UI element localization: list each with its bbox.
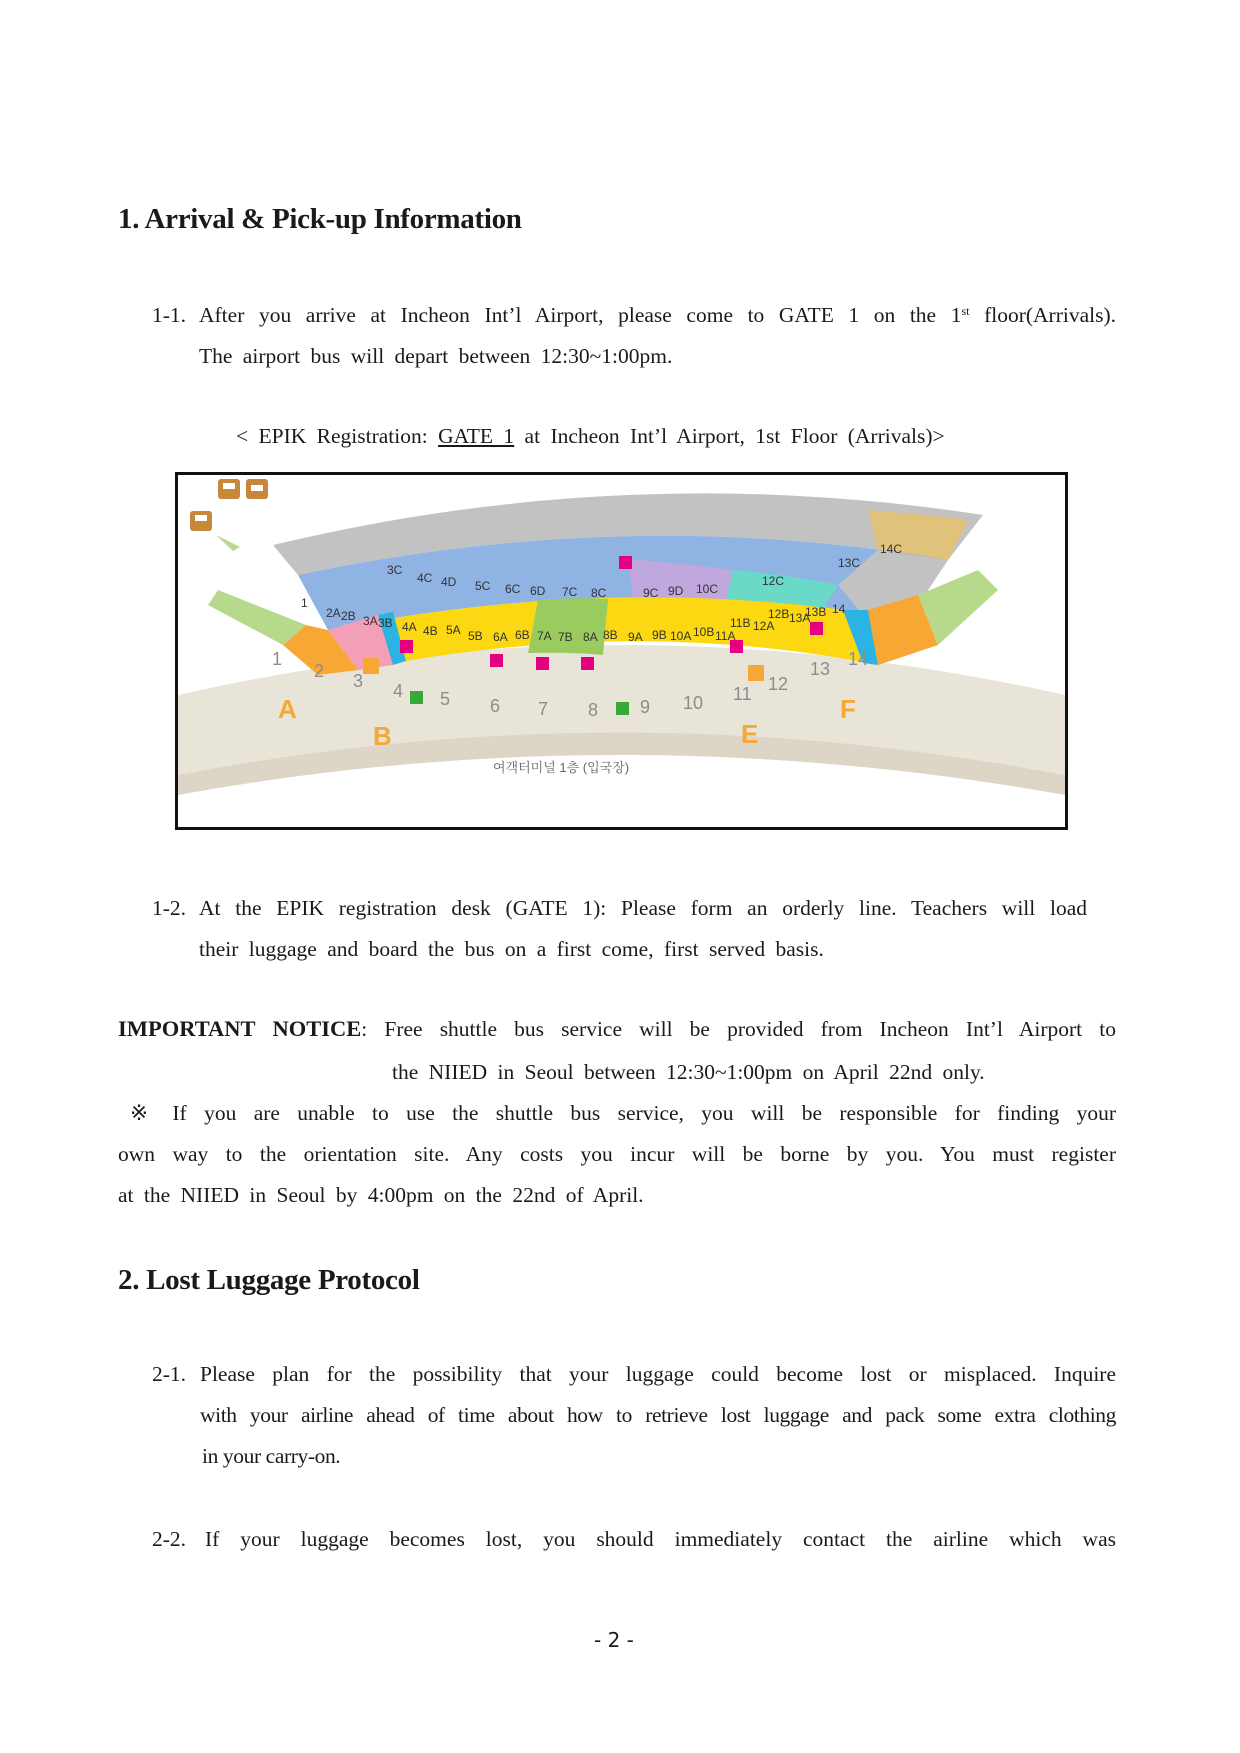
svg-text:F: F — [840, 694, 856, 724]
section-2-heading: 2. Lost Luggage Protocol — [118, 1264, 420, 1296]
svg-text:2B: 2B — [341, 609, 356, 623]
para-1-1-line-1: After you arrive at Incheon Int’l Airport, please come to GATE 1 on the 1st floor(Arrivals). — [199, 303, 1117, 327]
para-1-2-number: 1-2. — [152, 896, 187, 920]
svg-text:7C: 7C — [562, 585, 578, 599]
svg-text:6: 6 — [490, 696, 501, 716]
svg-text:9A: 9A — [628, 630, 643, 644]
svg-text:14C: 14C — [880, 542, 903, 556]
car-icon — [246, 479, 268, 499]
svg-text:1: 1 — [272, 649, 283, 669]
svg-text:6A: 6A — [493, 630, 508, 644]
svg-text:11B: 11B — [730, 616, 751, 630]
svg-text:8A: 8A — [583, 630, 598, 644]
floor-label: 여객터미널 1층 (입국장) — [493, 760, 630, 775]
para-2-1-line-3: in your carry-on. — [202, 1444, 341, 1468]
svg-text:3A: 3A — [363, 614, 378, 628]
superscript-st: st — [961, 304, 970, 318]
para-2-1-line-2: with your airline ahead of time about how to retrieve lost luggage and pack some extra clothing — [200, 1403, 1116, 1427]
para-1-1-line-2: The airport bus will depart between 12:30~1:00pm. — [199, 344, 673, 368]
svg-text:4D: 4D — [441, 575, 457, 589]
notice-label: IMPORTANT NOTICE — [118, 1016, 362, 1041]
info-marker-3 — [363, 658, 379, 674]
svg-text:4B: 4B — [423, 624, 438, 638]
svg-text:3C: 3C — [387, 563, 403, 577]
para-2-2-number: 2-2. — [152, 1527, 187, 1551]
svg-text:4C: 4C — [417, 571, 433, 585]
svg-text:6D: 6D — [530, 584, 546, 598]
para-1-2-line-2: their luggage and board the bus on a first come, first served basis. — [199, 937, 824, 961]
bus-icon — [218, 479, 240, 499]
caption-gate-underlined: GATE 1 — [438, 424, 515, 448]
terminal-floor-plan — [178, 475, 1065, 827]
svg-text:10B: 10B — [693, 625, 715, 639]
svg-text:10C: 10C — [696, 582, 719, 596]
para-2-2-line-1: If your luggage becomes lost, you should immediately contact the airline which was — [205, 1527, 1116, 1551]
svg-text:13: 13 — [810, 659, 831, 679]
svg-text:14: 14 — [832, 602, 846, 616]
svg-text:7: 7 — [538, 699, 549, 719]
para-2-1-line-1: Please plan for the possibility that your luggage could become lost or misplaced. Inquire — [200, 1362, 1116, 1386]
svg-text:14: 14 — [848, 649, 869, 669]
arrow-icon — [216, 535, 240, 551]
svg-text:7A: 7A — [537, 629, 552, 643]
reference-mark: ※ — [130, 1101, 156, 1125]
svg-text:4A: 4A — [402, 620, 417, 634]
svg-text:6C: 6C — [505, 582, 521, 596]
svg-text:2: 2 — [314, 661, 325, 681]
svg-text:8B: 8B — [603, 628, 618, 642]
map-caption: < EPIK Registration: GATE 1 at Incheon Int’l Airport, 1st Floor (Arrivals)> — [236, 424, 945, 448]
svg-text:2A: 2A — [326, 606, 341, 620]
para-2-1-number: 2-1. — [152, 1362, 187, 1386]
svg-text:8C: 8C — [591, 586, 607, 600]
svg-text:5A: 5A — [446, 623, 461, 637]
svg-text:6B: 6B — [515, 628, 530, 642]
svg-text:13A: 13A — [789, 611, 811, 625]
svg-text:8: 8 — [588, 700, 599, 720]
info-marker-11 — [748, 665, 764, 681]
svg-text:5C: 5C — [475, 579, 491, 593]
svg-text:9D: 9D — [668, 584, 684, 598]
notice-line-2: the NIIED in Seoul between 12:30~1:00pm on April 22nd only. — [392, 1060, 985, 1084]
svg-text:12C: 12C — [762, 574, 785, 588]
svg-text:B: B — [373, 721, 392, 751]
counter-block-7a-8b — [528, 598, 608, 655]
svg-text:7B: 7B — [558, 630, 573, 644]
svg-text:11A: 11A — [715, 629, 736, 643]
notice-line-1: IMPORTANT NOTICE: Free shuttle bus service will be provided from Incheon Int’l Airport to — [118, 1016, 1116, 1041]
airport-arrivals-map — [175, 472, 1068, 830]
svg-text:A: A — [278, 694, 297, 724]
section-1-heading: 1. Arrival & Pick-up Information — [118, 203, 522, 235]
svg-text:12: 12 — [768, 674, 789, 694]
svg-text:10A: 10A — [670, 629, 692, 643]
svg-text:9B: 9B — [652, 628, 667, 642]
svg-text:5B: 5B — [468, 629, 483, 643]
para-1-2-line-1: At the EPIK registration desk (GATE 1): Please form an orderly line. Teachers will load — [199, 896, 1087, 920]
notice-line-4: own way to the orientation site. Any costs you incur will be borne by you. You must register — [118, 1142, 1116, 1166]
svg-text:1: 1 — [301, 596, 308, 610]
green-wing-left — [208, 590, 306, 645]
svg-text:12B: 12B — [768, 607, 790, 621]
svg-text:3B: 3B — [378, 616, 393, 630]
svg-text:5: 5 — [440, 689, 451, 709]
svg-text:13C: 13C — [838, 556, 861, 570]
svg-text:11: 11 — [733, 684, 752, 704]
notice-line-3: ※ If you are unable to use the shuttle bus service, you will be responsible for finding your — [130, 1101, 1117, 1125]
svg-text:13B: 13B — [805, 605, 827, 619]
svg-text:3: 3 — [353, 671, 364, 691]
para-1-1-number: 1-1. — [152, 303, 187, 327]
svg-text:10: 10 — [683, 693, 704, 713]
bus-icon-2 — [190, 511, 212, 531]
page-number: - 2 - — [594, 1628, 634, 1652]
svg-text:9: 9 — [640, 697, 651, 717]
svg-text:12A: 12A — [753, 619, 775, 633]
svg-text:9C: 9C — [643, 586, 659, 600]
svg-text:4: 4 — [393, 681, 404, 701]
notice-line-5: at the NIIED in Seoul by 4:00pm on the 22nd of April. — [118, 1183, 644, 1207]
svg-text:E: E — [741, 719, 759, 749]
